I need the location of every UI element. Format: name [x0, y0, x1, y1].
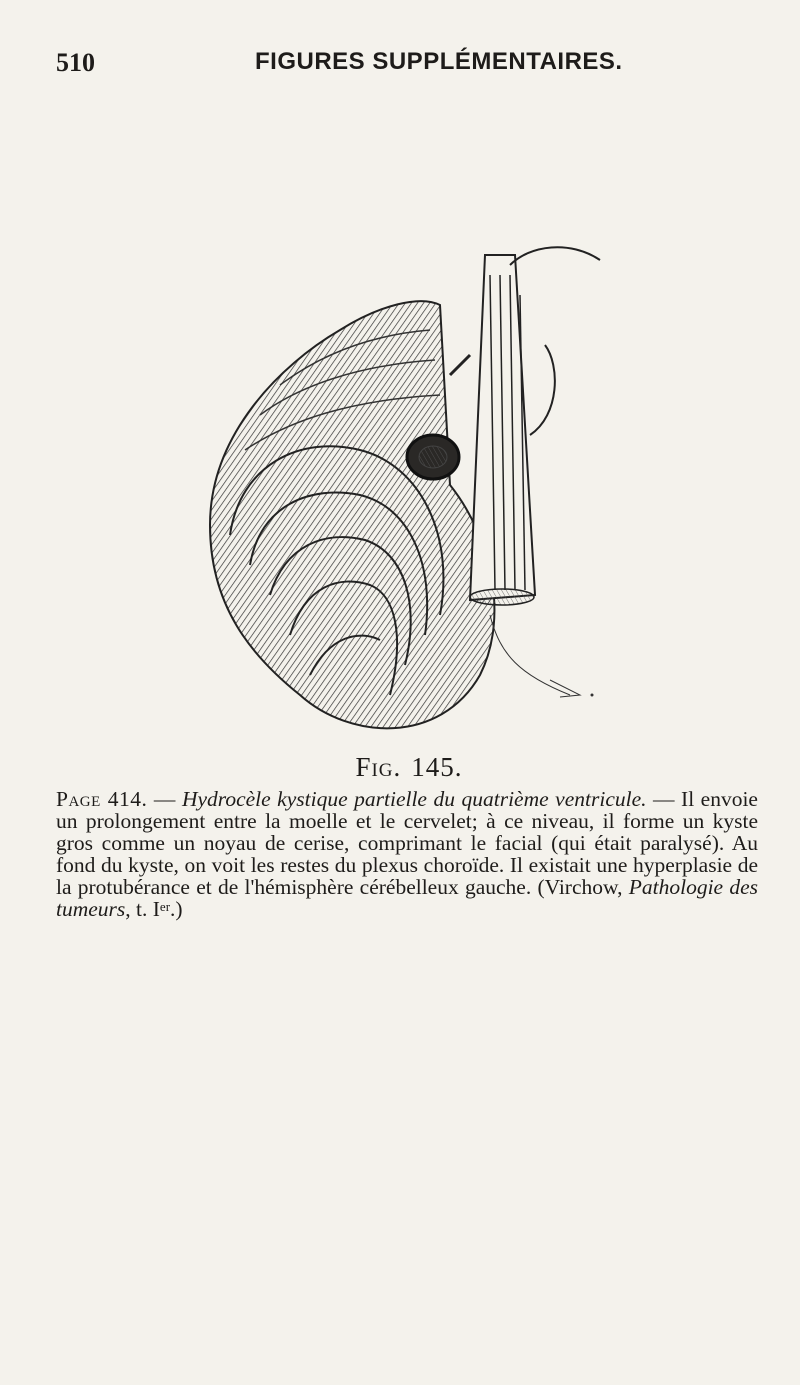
page-number: 510 — [56, 48, 95, 77]
description-body: — Il envoie un prolongement entre la moelle et le cervelet; à ce niveau, il forme un kyste gros comme un noyau de cerise, comprimant le facial (qui était paralysé). Au fond du kyste, on voit les restes du plexus choroïde. Il existait une hyperplasie de la protubérance et de l'hémisphère cérébelleux gauche. (Virchow, — [56, 787, 758, 899]
closing: .) — [170, 897, 183, 921]
volume-ref: , t. I — [125, 897, 160, 921]
caption-label: Fig. — [355, 752, 402, 782]
volume-superscript: er — [159, 899, 171, 914]
running-head: FIGURES SUPPLÉMENTAIRES. — [255, 48, 623, 75]
spinal-cord-shape — [450, 247, 600, 605]
caption-number: 145. — [411, 752, 463, 782]
page-header — [0, 36, 800, 86]
anatomical-illustration — [190, 235, 620, 755]
page-reference: Page 414. — [56, 787, 148, 811]
figure-caption — [0, 752, 800, 783]
cerebellum-shape — [210, 301, 494, 728]
book-title: Pathologie des tumeurs — [56, 875, 758, 921]
description-paragraph — [56, 788, 758, 920]
brain-cyst-engraving — [190, 235, 620, 755]
description-title: Hydrocèle kystique partielle du quatrième ventricule. — [181, 787, 647, 811]
dash: — — [147, 787, 182, 811]
